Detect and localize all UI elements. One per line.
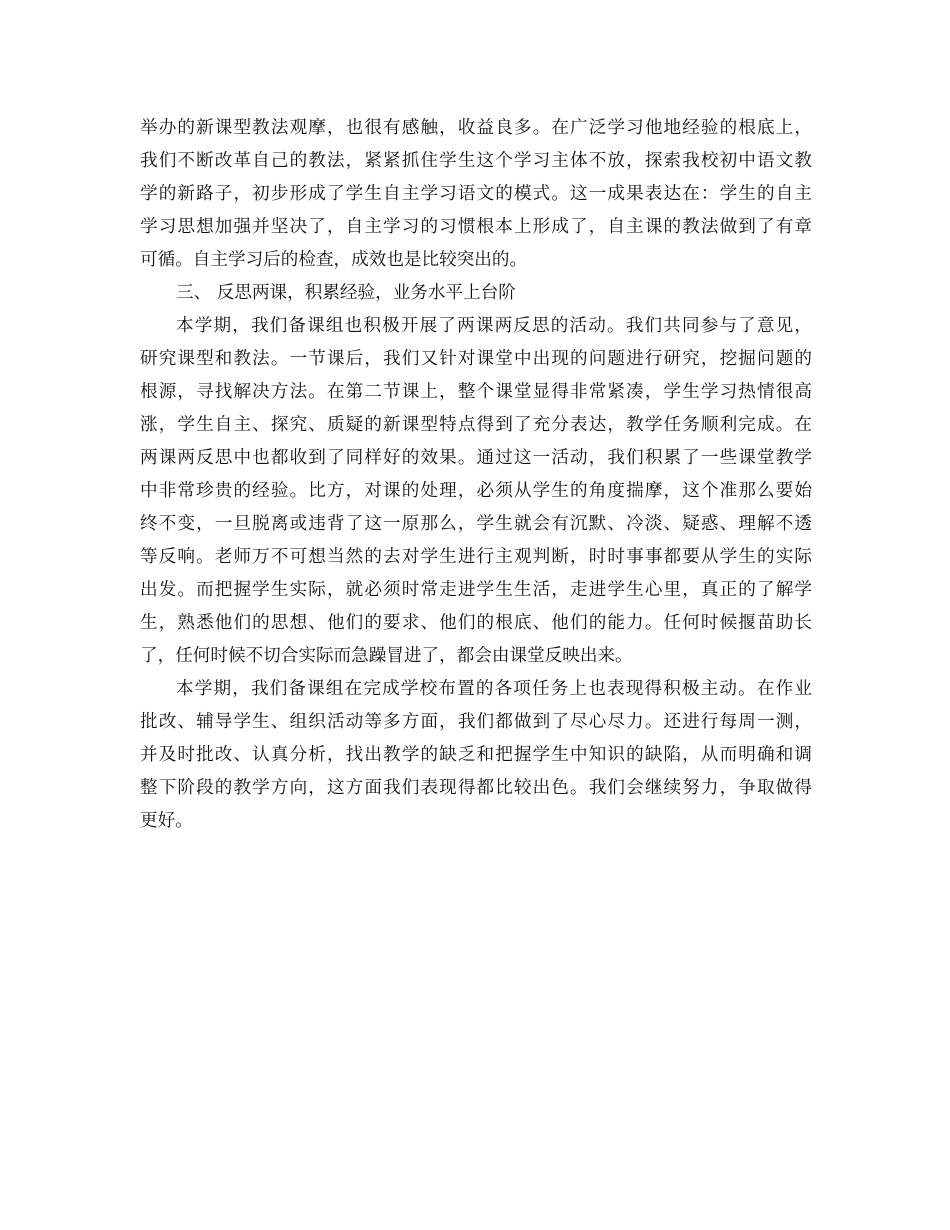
paragraph-line: 生，熟悉他们的思想、他们的要求、他们的根底、他们的能力。任何时候揠苗助长 [140,613,812,633]
paragraph-line: 中非常珍贵的经验。比方，对课的处理，必须从学生的角度揣摩，这个准那么要始 [140,481,812,501]
paragraph-line: 并及时批改、认真分析，找出教学的缺乏和把握学生中知识的缺陷，从而明确和调 [140,745,812,765]
paragraph-line: 本学期，我们备课组也积极开展了两课两反思的活动。我们共同参与了意见， [176,316,812,336]
paragraph-line: 研究课型和教法。一节课后，我们又针对课堂中出现的问题进行研究，挖掘问题的 [140,349,812,369]
paragraph-line: 学的新路子，初步形成了学生自主学习语文的模式。这一成果表达在：学生的自主 [140,184,812,204]
paragraph-line: 批改、辅导学生、组织活动等多方面，我们都做到了尽心尽力。还进行每周一测， [140,712,812,732]
paragraph-line: 了，任何时候不切合实际而急躁冒进了，都会由课堂反映出来。 [140,646,633,666]
paragraph-3 [140,673,812,838]
paragraph-line: 终不变，一旦脱离或违背了这一原那么，学生就会有沉默、冷淡、疑惑、理解不透 [140,514,812,534]
paragraph-line: 出发。而把握学生实际，就必须时常走进学生生活，走进学生心里，真正的了解学 [140,580,812,600]
paragraph-line: 整下阶段的教学方向，这方面我们表现得都比较出色。我们会继续努力，争取做得 [140,778,812,798]
paragraph-line: 本学期，我们备课组在完成学校布置的各项任务上也表现得积极主动。在作业 [176,679,812,699]
paragraph-line: 更好。 [140,811,193,831]
paragraph-line: 我们不断改革自己的教法，紧紧抓住学生这个学习主体不放，探索我校初中语文教 [140,151,812,171]
paragraph-line: 等反响。老师万不可想当然的去对学生进行主观判断，时时事事都要从学生的实际 [140,547,812,567]
paragraph-line: 涨，学生自主、探究、质疑的新课型特点得到了充分表达，教学任务顺利完成。在 [140,415,812,435]
paragraph-2 [140,310,812,673]
paragraph-line: 根源，寻找解决方法。在第二节课上，整个课堂显得非常紧凑，学生学习热情很高 [140,382,812,402]
paragraph-line: 可循。自主学习后的检查，成效也是比较突出的。 [140,250,528,270]
paragraph-line: 学习思想加强并坚决了，自主学习的习惯根本上形成了，自主课的教法做到了有章 [140,217,812,237]
document-body [140,112,812,838]
section-heading: 三、 反思两课，积累经验，业务水平上台阶 [176,283,516,303]
paragraph-line: 举办的新课型教法观摩，也很有感触，收益良多。在广泛学习他地经验的根底上， [140,118,812,138]
paragraph-1 [140,112,812,277]
paragraph-line: 两课两反思中也都收到了同样好的效果。通过这一活动，我们积累了一些课堂教学 [140,448,812,468]
